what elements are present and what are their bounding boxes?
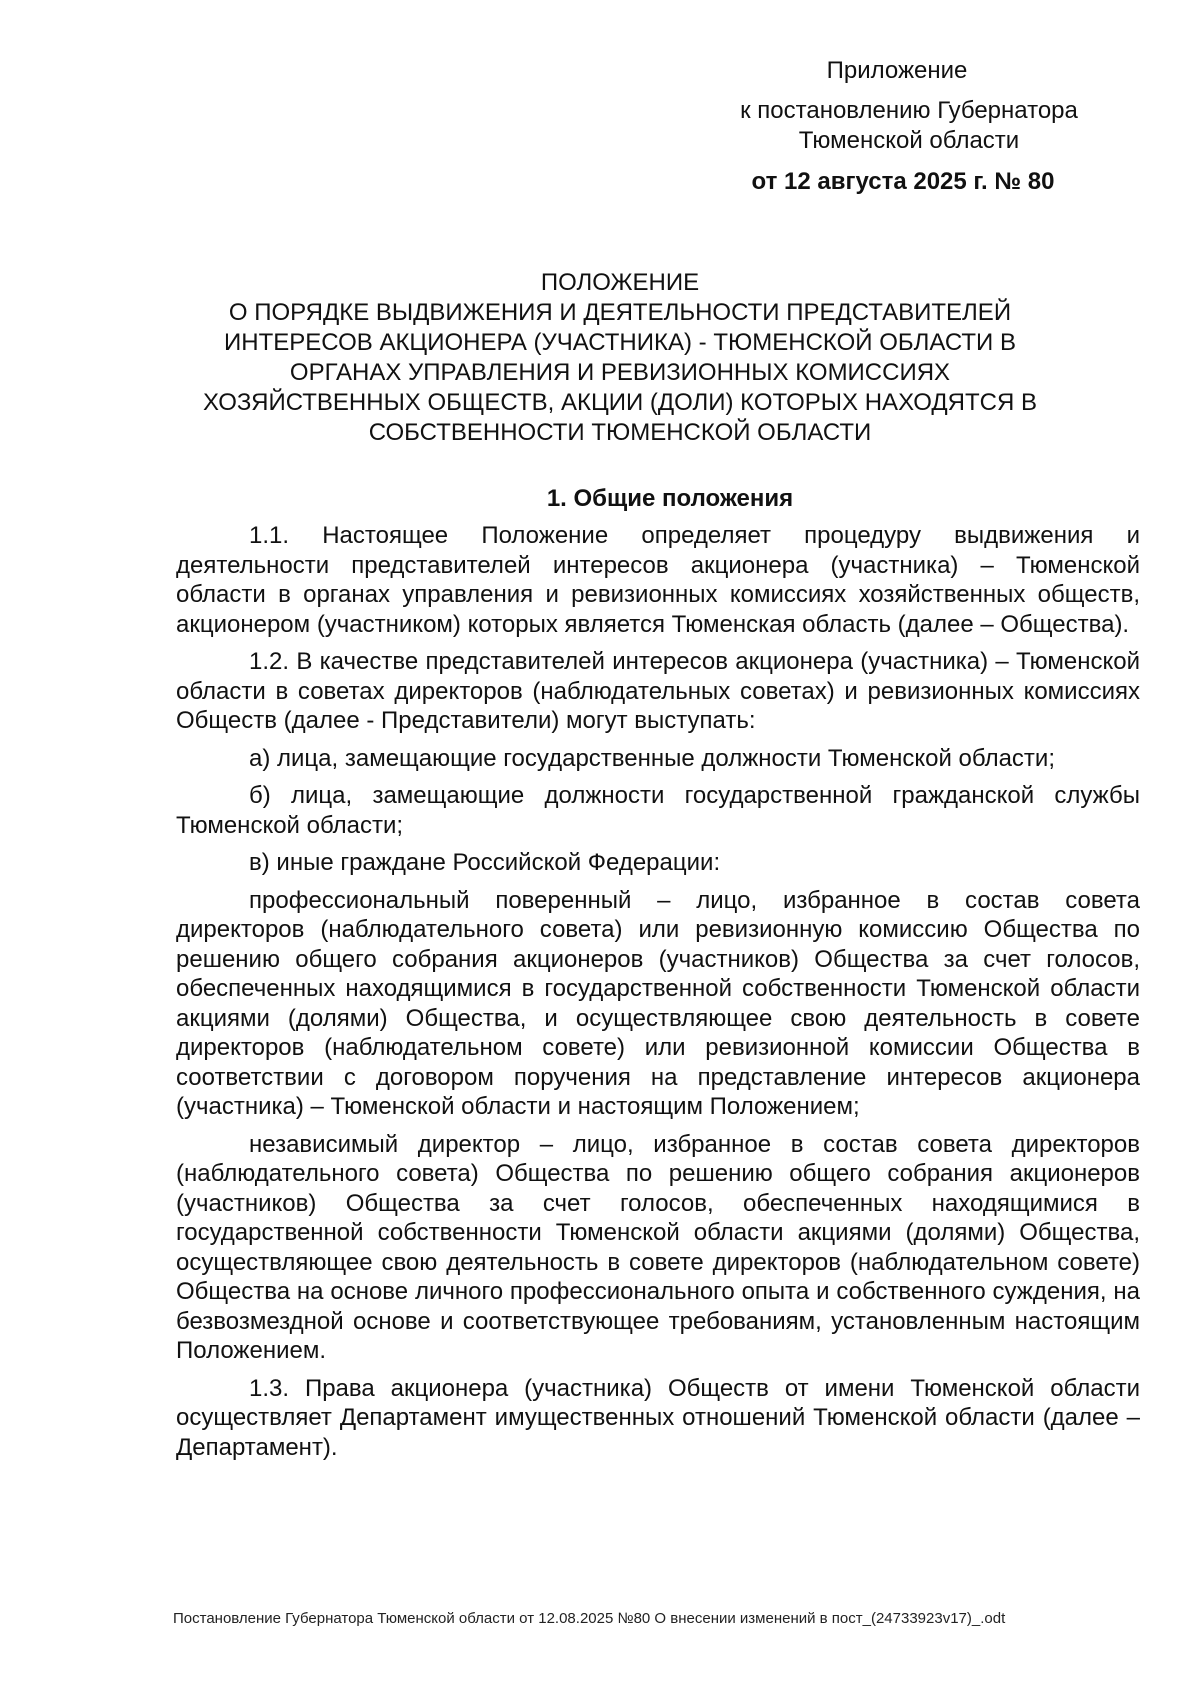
title-line: ОРГАНАХ УПРАВЛЕНИЯ И РЕВИЗИОННЫХ КОМИССИЯХ [289,359,951,386]
paragraph-1-3: 1.3. Права акционера (участника) Обществ от имени Тюменской области осуществляет Департамент имущественных отношений Тюменской области (далее – Департамент). [176,1374,1140,1461]
title-line: ПОЛОЖЕНИЕ [540,269,700,296]
appendix-region: Тюменской области [798,127,1020,154]
section-heading: 1. Общие положения [546,485,794,512]
title-line: ИНТЕРЕСОВ АКЦИОНЕРА (УЧАСТНИКА) - ТЮМЕНСКОЙ ОБЛАСТИ В [224,329,1016,356]
paragraph-item-a: а) лица, замещающие государственные должности Тюменской области; [249,744,1055,772]
paragraph-item-b: б) лица, замещающие должности государственной гражданской службы Тюменской области; [176,782,1140,839]
title-line: СОБСТВЕННОСТИ ТЮМЕНСКОЙ ОБЛАСТИ [368,419,872,446]
appendix-reference: к постановлению Губернатора [740,97,1078,124]
document-footer: Постановление Губернатора Тюменской области от 12.08.2025 №80 О внесении изменений в пост_(24733923v17)_.odt [173,1610,1006,1627]
document-title [170,268,1070,448]
appendix-date-number: от 12 августа 2025 г. № 80 [751,168,1055,195]
paragraph-1-1: 1.1. Настоящее Положение определяет процедуру выдвижения и деятельности представителей интересов акционера (участника) – Тюменской области в органах управления и ревизионных комиссиях хозяйственных обществ, акционером (участником) которых является Тюменская область (далее – Общества). [176,522,1140,638]
title-line: ХОЗЯЙСТВЕННЫХ ОБЩЕСТВ, АКЦИИ (ДОЛИ) КОТОРЫХ НАХОДЯТСЯ В [203,389,1037,416]
paragraph-item-v: в) иные граждане Российской Федерации: [249,849,721,876]
paragraph-1-2: 1.2. В качестве представителей интересов акционера (участника) – Тюменской области в советах директоров (наблюдательных советах) и ревизионных комиссиях Обществ (далее - Представители) могут выступать: [176,648,1140,734]
paragraph-independent-director: независимый директор – лицо, избранное в состав совета директоров (наблюдательного совета) Общества по решению общего собрания акционеров (участников) Общества за счет голосов, обеспеченных находящимися в государственной собственности Тюменской области акциями (долями) Общества, осуществляющее свою деятельность в совете директоров (наблюдательном совете) Общества на основе личного профессионального опыта и собственного суждения, на безвозмездной основе и соответствующее требованиям, установленным настоящим Положением. [176,1130,1140,1364]
appendix-label: Приложение [826,57,968,84]
paragraph-professional-attorney: профессиональный поверенный – лицо, избранное в состав совета директоров (наблюдательного совета) или ревизионную комиссию Общества по решению общего собрания акционеров (участников) Общества за счет голосов, обеспеченных находящимися в государственной собственности Тюменской области акциями (долями) Общества, и осуществляющее свою деятельность в совете директоров (наблюдательном совете) или ревизионной комиссии Общества в соответствии с договором поручения на представление интересов акционера (участника) – Тюменской области и настоящим Положением; [176,886,1140,1120]
appendix-block [700,56,1140,197]
title-line: О ПОРЯДКЕ ВЫДВИЖЕНИЯ И ДЕЯТЕЛЬНОСТИ ПРЕДСТАВИТЕЛЕЙ [228,299,1012,326]
document-body [176,521,1140,1470]
